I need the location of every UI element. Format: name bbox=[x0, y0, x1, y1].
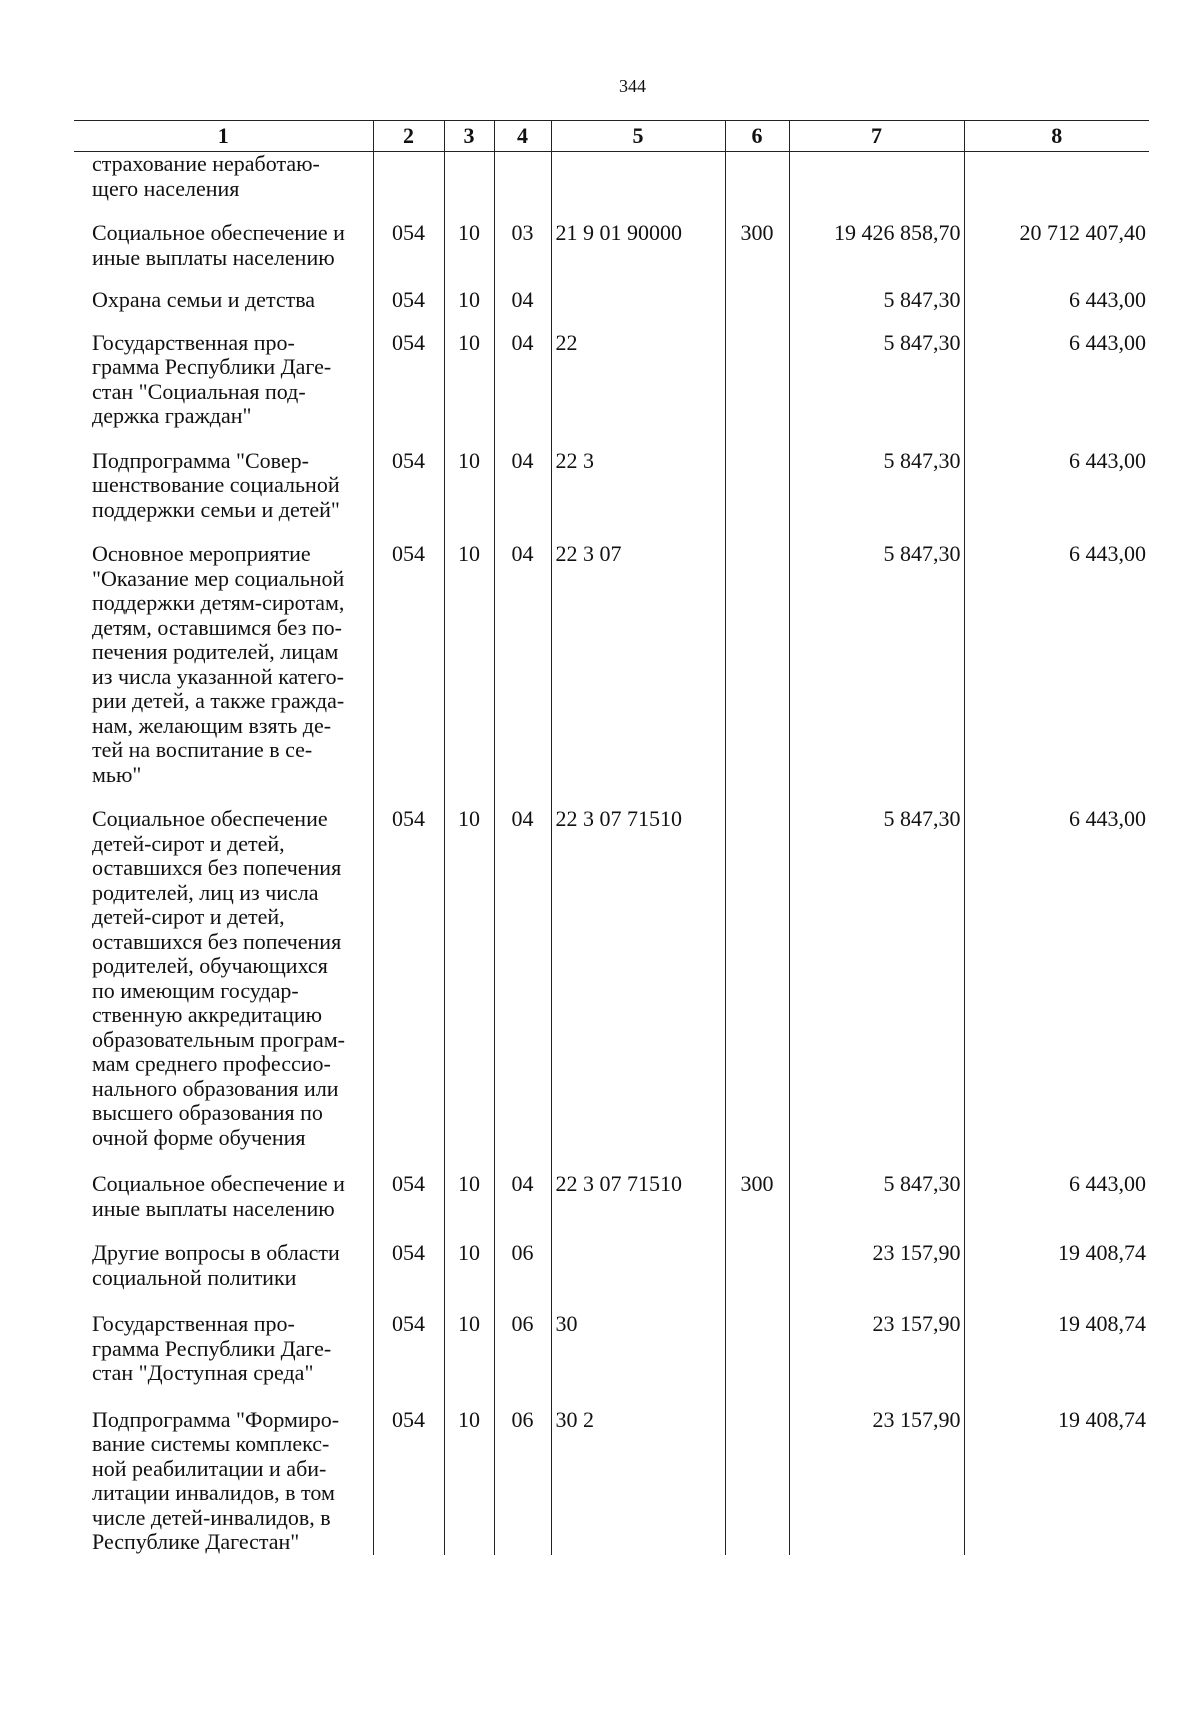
amount-year-2: 6 443,00 bbox=[964, 1172, 1149, 1221]
row-name-line: Социальное обеспечение и bbox=[92, 1171, 345, 1196]
target-article bbox=[551, 152, 725, 202]
row-name-line: держка граждан" bbox=[92, 403, 252, 428]
spacer-cell bbox=[964, 1386, 1149, 1408]
row-name-line: литации инвалидов, в том bbox=[92, 1480, 335, 1505]
subsection-code: 04 bbox=[494, 449, 551, 523]
column-header: 8 bbox=[964, 121, 1149, 152]
ministry-code: 054 bbox=[373, 1312, 444, 1386]
row-name-line: образовательным програм- bbox=[92, 1026, 345, 1052]
spacer-cell bbox=[964, 270, 1149, 288]
spacer-cell bbox=[494, 201, 551, 221]
spacer-cell bbox=[964, 429, 1149, 449]
row-spacer bbox=[74, 787, 1149, 807]
expense-type bbox=[725, 1241, 789, 1290]
row-name-line: Государственная про- bbox=[92, 329, 295, 355]
row-name bbox=[74, 1408, 373, 1555]
amount-year-2: 6 443,00 bbox=[964, 449, 1149, 523]
spacer-cell bbox=[373, 313, 444, 331]
column-header: 1 bbox=[74, 121, 373, 152]
row-name-line: очной форме обучения bbox=[92, 1124, 306, 1150]
row-name-line: ственную аккредитацию bbox=[92, 1002, 323, 1027]
spacer-cell bbox=[74, 522, 373, 542]
ministry-code: 054 bbox=[373, 288, 444, 313]
subsection-code: 06 bbox=[494, 1312, 551, 1386]
row-name-line: Социальное обеспечение и bbox=[92, 220, 345, 245]
target-article: 30 2 bbox=[551, 1408, 725, 1555]
row-name-line: детям, оставшимся без по- bbox=[92, 614, 342, 640]
table-row bbox=[74, 152, 1149, 202]
row-name-line: Другие вопросы в области bbox=[92, 1240, 340, 1265]
spacer-cell bbox=[789, 787, 964, 807]
spacer-cell bbox=[444, 201, 494, 221]
column-header: 6 bbox=[725, 121, 789, 152]
spacer-cell bbox=[789, 1290, 964, 1312]
spacer-cell bbox=[74, 429, 373, 449]
section-code: 10 bbox=[444, 1312, 494, 1386]
spacer-cell bbox=[789, 201, 964, 221]
table-row bbox=[74, 331, 1149, 429]
spacer-cell bbox=[444, 787, 494, 807]
spacer-cell bbox=[373, 429, 444, 449]
row-name-line: печения родителей, лицам bbox=[92, 639, 339, 664]
column-header: 2 bbox=[373, 121, 444, 152]
spacer-cell bbox=[494, 429, 551, 449]
spacer-cell bbox=[789, 522, 964, 542]
table-row bbox=[74, 221, 1149, 270]
ministry-code: 054 bbox=[373, 331, 444, 429]
row-spacer bbox=[74, 1150, 1149, 1172]
page-number: 344 bbox=[619, 76, 646, 96]
amount-year-1: 5 847,30 bbox=[789, 542, 964, 787]
row-name bbox=[74, 152, 373, 202]
row-spacer bbox=[74, 1221, 1149, 1241]
row-spacer bbox=[74, 429, 1149, 449]
amount-year-2: 6 443,00 bbox=[964, 542, 1149, 787]
ministry-code: 054 bbox=[373, 221, 444, 270]
row-name-line: нального образования или bbox=[92, 1075, 339, 1101]
row-name-line: тей на воспитание в се- bbox=[92, 737, 313, 762]
expense-type bbox=[725, 542, 789, 787]
column-header: 3 bbox=[444, 121, 494, 152]
spacer-cell bbox=[494, 1290, 551, 1312]
target-article: 21 9 01 90000 bbox=[551, 221, 725, 270]
spacer-cell bbox=[373, 1221, 444, 1241]
ministry-code: 054 bbox=[373, 1172, 444, 1221]
spacer-cell bbox=[551, 429, 725, 449]
spacer-cell bbox=[725, 522, 789, 542]
spacer-cell bbox=[551, 1150, 725, 1172]
column-header: 4 bbox=[494, 121, 551, 152]
ministry-code bbox=[373, 152, 444, 202]
spacer-cell bbox=[964, 522, 1149, 542]
row-spacer bbox=[74, 522, 1149, 542]
target-article bbox=[551, 288, 725, 313]
spacer-cell bbox=[74, 1386, 373, 1408]
row-name-line: числе детей-инвалидов, в bbox=[92, 1504, 331, 1530]
amount-year-1: 23 157,90 bbox=[789, 1241, 964, 1290]
row-name-line: по имеющим государ- bbox=[92, 977, 299, 1003]
row-name-line: мью" bbox=[92, 761, 142, 787]
column-header: 7 bbox=[789, 121, 964, 152]
row-name-line: страхование неработаю- bbox=[92, 151, 320, 176]
spacer-cell bbox=[74, 201, 373, 221]
table-row bbox=[74, 542, 1149, 787]
row-name-line: поддержки семьи и детей" bbox=[92, 496, 340, 522]
table-body bbox=[74, 152, 1149, 1555]
row-name-line: нам, желающим взять де- bbox=[92, 712, 332, 738]
row-name-line: грамма Республики Даге- bbox=[92, 1335, 332, 1361]
spacer-cell bbox=[551, 522, 725, 542]
row-name bbox=[74, 221, 373, 270]
row-name-line: оставшихся без попечения bbox=[92, 855, 342, 880]
ministry-code: 054 bbox=[373, 807, 444, 1150]
amount-year-2: 19 408,74 bbox=[964, 1312, 1149, 1386]
spacer-cell bbox=[551, 1290, 725, 1312]
section-code: 10 bbox=[444, 331, 494, 429]
spacer-cell bbox=[964, 1221, 1149, 1241]
spacer-cell bbox=[551, 201, 725, 221]
target-article: 22 bbox=[551, 331, 725, 429]
expense-type bbox=[725, 449, 789, 523]
target-article bbox=[551, 1241, 725, 1290]
spacer-cell bbox=[74, 787, 373, 807]
spacer-cell bbox=[551, 1221, 725, 1241]
section-code bbox=[444, 152, 494, 202]
section-code: 10 bbox=[444, 807, 494, 1150]
row-name bbox=[74, 542, 373, 787]
subsection-code: 04 bbox=[494, 1172, 551, 1221]
row-name-line: социальной политики bbox=[92, 1264, 297, 1290]
spacer-cell bbox=[373, 522, 444, 542]
row-name-line: высшего образования по bbox=[92, 1100, 323, 1125]
row-name bbox=[74, 331, 373, 429]
row-name bbox=[74, 288, 373, 313]
spacer-cell bbox=[551, 1386, 725, 1408]
expense-type bbox=[725, 331, 789, 429]
spacer-cell bbox=[725, 787, 789, 807]
spacer-cell bbox=[964, 787, 1149, 807]
row-name-line: Основное мероприятие bbox=[92, 541, 311, 566]
spacer-cell bbox=[789, 1386, 964, 1408]
subsection-code: 06 bbox=[494, 1241, 551, 1290]
subsection-code: 04 bbox=[494, 542, 551, 787]
spacer-cell bbox=[74, 1221, 373, 1241]
row-name-line: Социальное обеспечение bbox=[92, 806, 328, 831]
header-row bbox=[74, 121, 1149, 152]
target-article: 22 3 bbox=[551, 449, 725, 523]
spacer-cell bbox=[444, 1290, 494, 1312]
row-name-line: шенствование социальной bbox=[92, 472, 340, 497]
row-spacer bbox=[74, 201, 1149, 221]
row-spacer bbox=[74, 1386, 1149, 1408]
spacer-cell bbox=[494, 1221, 551, 1241]
spacer-cell bbox=[444, 1386, 494, 1408]
row-name-line: ной реабилитации и аби- bbox=[92, 1455, 327, 1481]
table-row bbox=[74, 807, 1149, 1150]
table-row bbox=[74, 1241, 1149, 1290]
spacer-cell bbox=[74, 313, 373, 331]
row-name-line: "Оказание мер социальной bbox=[92, 565, 345, 591]
table-row bbox=[74, 449, 1149, 523]
row-name-line: щего населения bbox=[92, 175, 240, 201]
spacer-cell bbox=[444, 1221, 494, 1241]
section-code: 10 bbox=[444, 221, 494, 270]
target-article: 22 3 07 bbox=[551, 542, 725, 787]
row-name-line: стан "Доступная среда" bbox=[92, 1360, 314, 1385]
spacer-cell bbox=[373, 1150, 444, 1172]
amount-year-1: 23 157,90 bbox=[789, 1312, 964, 1386]
amount-year-1: 23 157,90 bbox=[789, 1408, 964, 1555]
spacer-cell bbox=[494, 522, 551, 542]
spacer-cell bbox=[725, 1290, 789, 1312]
spacer-cell bbox=[444, 313, 494, 331]
row-name bbox=[74, 807, 373, 1150]
amount-year-1: 5 847,30 bbox=[789, 331, 964, 429]
subsection-code: 03 bbox=[494, 221, 551, 270]
amount-year-2: 6 443,00 bbox=[964, 288, 1149, 313]
spacer-cell bbox=[789, 429, 964, 449]
subsection-code: 04 bbox=[494, 331, 551, 429]
expense-type: 300 bbox=[725, 221, 789, 270]
spacer-cell bbox=[373, 201, 444, 221]
spacer-cell bbox=[494, 1150, 551, 1172]
subsection-code: 04 bbox=[494, 288, 551, 313]
expense-type: 300 bbox=[725, 1172, 789, 1221]
budget-table bbox=[74, 120, 1149, 1555]
section-code: 10 bbox=[444, 288, 494, 313]
spacer-cell bbox=[964, 201, 1149, 221]
ministry-code: 054 bbox=[373, 542, 444, 787]
row-name-line: иные выплаты населению bbox=[92, 1195, 335, 1221]
row-name-line: рии детей, а также гражда- bbox=[92, 688, 345, 713]
spacer-cell bbox=[373, 1290, 444, 1312]
amount-year-2: 6 443,00 bbox=[964, 807, 1149, 1150]
spacer-cell bbox=[725, 429, 789, 449]
row-name-line: детей-сирот и детей, bbox=[92, 830, 285, 856]
row-name-line: Охрана семьи и детства bbox=[92, 287, 316, 312]
spacer-cell bbox=[74, 1290, 373, 1312]
spacer-cell bbox=[964, 313, 1149, 331]
column-header: 5 bbox=[551, 121, 725, 152]
spacer-cell bbox=[444, 429, 494, 449]
spacer-cell bbox=[494, 270, 551, 288]
row-name-line: иные выплаты населению bbox=[92, 244, 335, 270]
spacer-cell bbox=[789, 313, 964, 331]
amount-year-1: 5 847,30 bbox=[789, 807, 964, 1150]
row-name-line: детей-сирот и детей, bbox=[92, 904, 285, 929]
row-name-line: родителей, обучающихся bbox=[92, 953, 328, 978]
spacer-cell bbox=[494, 1386, 551, 1408]
amount-year-2: 6 443,00 bbox=[964, 331, 1149, 429]
ministry-code: 054 bbox=[373, 449, 444, 523]
spacer-cell bbox=[373, 787, 444, 807]
row-name-line: Республике Дагестан" bbox=[92, 1529, 300, 1554]
spacer-cell bbox=[444, 522, 494, 542]
row-name bbox=[74, 449, 373, 523]
ministry-code: 054 bbox=[373, 1241, 444, 1290]
row-spacer bbox=[74, 313, 1149, 331]
row-name-line: Подпрограмма "Формиро- bbox=[92, 1406, 340, 1432]
row-name-line: грамма Республики Даге- bbox=[92, 354, 332, 379]
row-name-line: оставшихся без попечения bbox=[92, 928, 342, 954]
table-row bbox=[74, 1312, 1149, 1386]
section-code: 10 bbox=[444, 1408, 494, 1555]
row-name bbox=[74, 1312, 373, 1386]
row-name-line: вание системы комплекс- bbox=[92, 1431, 330, 1456]
spacer-cell bbox=[373, 1386, 444, 1408]
expense-type bbox=[725, 1408, 789, 1555]
spacer-cell bbox=[444, 270, 494, 288]
expense-type bbox=[725, 288, 789, 313]
spacer-cell bbox=[725, 1150, 789, 1172]
row-name bbox=[74, 1172, 373, 1221]
expense-type bbox=[725, 152, 789, 202]
spacer-cell bbox=[725, 1221, 789, 1241]
target-article: 22 3 07 71510 bbox=[551, 807, 725, 1150]
expense-type bbox=[725, 807, 789, 1150]
row-name-line: мам среднего профессио- bbox=[92, 1051, 331, 1076]
spacer-cell bbox=[494, 313, 551, 331]
amount-year-2: 20 712 407,40 bbox=[964, 221, 1149, 270]
spacer-cell bbox=[725, 270, 789, 288]
target-article: 30 bbox=[551, 1312, 725, 1386]
spacer-cell bbox=[725, 1386, 789, 1408]
spacer-cell bbox=[551, 313, 725, 331]
spacer-cell bbox=[964, 1290, 1149, 1312]
spacer-cell bbox=[74, 1150, 373, 1172]
spacer-cell bbox=[789, 1221, 964, 1241]
spacer-cell bbox=[789, 1150, 964, 1172]
amount-year-2 bbox=[964, 152, 1149, 202]
row-name-line: поддержки детям-сиротам, bbox=[92, 590, 345, 615]
spacer-cell bbox=[444, 1150, 494, 1172]
amount-year-1 bbox=[789, 152, 964, 202]
spacer-cell bbox=[725, 313, 789, 331]
amount-year-1: 5 847,30 bbox=[789, 288, 964, 313]
amount-year-1: 19 426 858,70 bbox=[789, 221, 964, 270]
row-name-line: Подпрограмма "Совер- bbox=[92, 447, 309, 473]
amount-year-2: 19 408,74 bbox=[964, 1241, 1149, 1290]
subsection-code: 04 bbox=[494, 807, 551, 1150]
spacer-cell bbox=[551, 270, 725, 288]
table-row bbox=[74, 288, 1149, 313]
row-name-line: родителей, лиц из числа bbox=[92, 879, 319, 905]
spacer-cell bbox=[789, 270, 964, 288]
row-spacer bbox=[74, 270, 1149, 288]
amount-year-2: 19 408,74 bbox=[964, 1408, 1149, 1555]
spacer-cell bbox=[494, 787, 551, 807]
section-code: 10 bbox=[444, 1241, 494, 1290]
row-spacer bbox=[74, 1290, 1149, 1312]
section-code: 10 bbox=[444, 1172, 494, 1221]
table-row bbox=[74, 1172, 1149, 1221]
table-row bbox=[74, 1408, 1149, 1555]
section-code: 10 bbox=[444, 449, 494, 523]
spacer-cell bbox=[373, 270, 444, 288]
amount-year-1: 5 847,30 bbox=[789, 449, 964, 523]
row-name-line: из числа указанной катего- bbox=[92, 663, 344, 689]
expense-type bbox=[725, 1312, 789, 1386]
spacer-cell bbox=[964, 1150, 1149, 1172]
amount-year-1: 5 847,30 bbox=[789, 1172, 964, 1221]
row-name-line: стан "Социальная под- bbox=[92, 378, 306, 404]
row-name-line: Государственная про- bbox=[92, 1311, 295, 1336]
spacer-cell bbox=[74, 270, 373, 288]
target-article: 22 3 07 71510 bbox=[551, 1172, 725, 1221]
spacer-cell bbox=[725, 201, 789, 221]
row-name bbox=[74, 1241, 373, 1290]
subsection-code bbox=[494, 152, 551, 202]
section-code: 10 bbox=[444, 542, 494, 787]
subsection-code: 06 bbox=[494, 1408, 551, 1555]
ministry-code: 054 bbox=[373, 1408, 444, 1555]
spacer-cell bbox=[551, 787, 725, 807]
